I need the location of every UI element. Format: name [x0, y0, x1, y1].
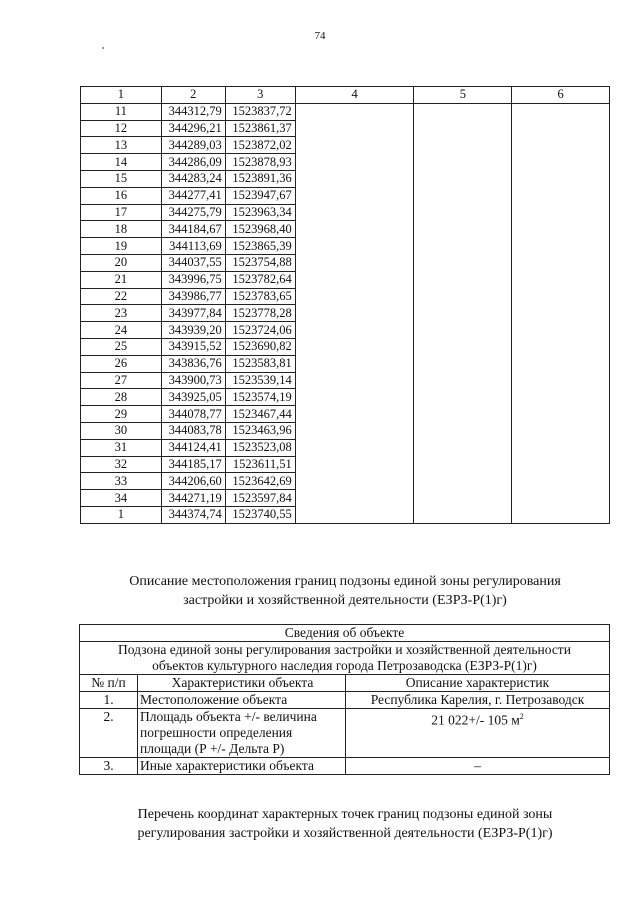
title-line: застройки и хозяйственной деятельности (ЕЗРЗ-Р(1)г) [183, 593, 507, 608]
char-line: Площадь объекта +/- величина [140, 709, 317, 724]
info-subheading [80, 642, 610, 675]
y-coordinate-cell: 1523467,44 [225, 406, 295, 423]
col-header-char: Характеристики объекта [138, 675, 346, 692]
x-coordinate-cell: 344277,41 [161, 187, 225, 204]
table-row [81, 103, 610, 120]
header-cell: 5 [414, 87, 512, 104]
title-line: Перечень координат характерных точек границ подзоны единой зоны [137, 807, 553, 822]
x-coordinate-cell: 344286,09 [161, 154, 225, 171]
y-coordinate-cell: 1523539,14 [225, 372, 295, 389]
point-number-cell: 1 [81, 506, 162, 523]
info-heading: Сведения об объекте [80, 625, 610, 642]
row-char [138, 709, 346, 758]
point-number-cell: 34 [81, 490, 162, 507]
row-char: Иные характеристики объекта [138, 758, 346, 775]
x-coordinate-cell: 343996,75 [161, 271, 225, 288]
point-number-cell: 14 [81, 154, 162, 171]
point-number-cell: 29 [81, 406, 162, 423]
x-coordinate-cell: 344078,77 [161, 406, 225, 423]
y-coordinate-cell: 1523574,19 [225, 389, 295, 406]
empty-column-cell [512, 103, 610, 523]
y-coordinate-cell: 1523968,40 [225, 221, 295, 238]
coordinates-body [81, 103, 610, 523]
char-line: площади (Р +/- Дельта Р) [140, 741, 285, 756]
point-number-cell: 20 [81, 254, 162, 271]
x-coordinate-cell: 344283,24 [161, 170, 225, 187]
y-coordinate-cell: 1523523,08 [225, 439, 295, 456]
section-title-coordinates [80, 805, 610, 843]
y-coordinate-cell: 1523861,37 [225, 120, 295, 137]
empty-column-cell [295, 103, 414, 523]
x-coordinate-cell: 344289,03 [161, 137, 225, 154]
x-coordinate-cell: 344271,19 [161, 490, 225, 507]
header-cell: 2 [161, 87, 225, 104]
col-header-num: № п/п [80, 675, 138, 692]
x-coordinate-cell: 343986,77 [161, 288, 225, 305]
row-desc: – [346, 758, 610, 775]
point-number-cell: 24 [81, 322, 162, 339]
x-coordinate-cell: 344037,55 [161, 254, 225, 271]
point-number-cell: 15 [81, 170, 162, 187]
point-number-cell: 28 [81, 389, 162, 406]
header-cell: 4 [295, 87, 414, 104]
y-coordinate-cell: 1523724,06 [225, 322, 295, 339]
point-number-cell: 33 [81, 473, 162, 490]
title-line: регулирования застройки и хозяйственной деятельности (ЕЗРЗ-Р(1)г) [137, 826, 553, 841]
x-coordinate-cell: 344312,79 [161, 103, 225, 120]
y-coordinate-cell: 1523611,51 [225, 456, 295, 473]
y-coordinate-cell: 1523583,81 [225, 355, 295, 372]
subheading-line: объектов культурного наследия города Петрозаводска (ЕЗРЗ-Р(1)г) [152, 658, 537, 673]
table-row [80, 758, 610, 775]
x-coordinate-cell: 343939,20 [161, 322, 225, 339]
header-cell: 6 [512, 87, 610, 104]
point-number-cell: 22 [81, 288, 162, 305]
y-coordinate-cell: 1523778,28 [225, 305, 295, 322]
y-coordinate-cell: 1523865,39 [225, 238, 295, 255]
row-num: 2. [80, 709, 138, 758]
object-info-table [79, 624, 610, 775]
point-number-cell: 25 [81, 338, 162, 355]
x-coordinate-cell: 343900,73 [161, 372, 225, 389]
y-coordinate-cell: 1523642,69 [225, 473, 295, 490]
x-coordinate-cell: 344184,67 [161, 221, 225, 238]
y-coordinate-cell: 1523754,88 [225, 254, 295, 271]
point-number-cell: 11 [81, 103, 162, 120]
x-coordinate-cell: 344124,41 [161, 439, 225, 456]
x-coordinate-cell: 344206,60 [161, 473, 225, 490]
x-coordinate-cell: 344374,74 [161, 506, 225, 523]
point-number-cell: 17 [81, 204, 162, 221]
point-number-cell: 31 [81, 439, 162, 456]
point-number-cell: 21 [81, 271, 162, 288]
point-number-cell: 30 [81, 422, 162, 439]
y-coordinate-cell: 1523947,67 [225, 187, 295, 204]
header-cell: 3 [225, 87, 295, 104]
y-coordinate-cell: 1523963,34 [225, 204, 295, 221]
x-coordinate-cell: 343836,76 [161, 355, 225, 372]
y-coordinate-cell: 1523891,36 [225, 170, 295, 187]
point-number-cell: 27 [81, 372, 162, 389]
section-title-description [80, 572, 610, 610]
y-coordinate-cell: 1523783,65 [225, 288, 295, 305]
y-coordinate-cell: 1523690,82 [225, 338, 295, 355]
y-coordinate-cell: 1523463,96 [225, 422, 295, 439]
point-number-cell: 13 [81, 137, 162, 154]
point-number-cell: 18 [81, 221, 162, 238]
point-number-cell: 12 [81, 120, 162, 137]
point-number-cell: 23 [81, 305, 162, 322]
subheading-line: Подзона единой зоны регулирования застройки и хозяйственной деятельности [118, 642, 571, 657]
y-coordinate-cell: 1523597,84 [225, 490, 295, 507]
scan-dot [102, 47, 104, 49]
x-coordinate-cell: 344113,69 [161, 238, 225, 255]
empty-column-cell [414, 103, 512, 523]
point-number-cell: 16 [81, 187, 162, 204]
row-num: 1. [80, 692, 138, 709]
row-desc: Республика Карелия, г. Петрозаводск [346, 692, 610, 709]
area-value: 21 022+/- 105 м [431, 712, 520, 728]
point-number-cell: 26 [81, 355, 162, 372]
area-unit-sup: 2 [519, 712, 524, 721]
table-header-row [81, 87, 610, 104]
y-coordinate-cell: 1523782,64 [225, 271, 295, 288]
y-coordinate-cell: 1523872,02 [225, 137, 295, 154]
x-coordinate-cell: 343977,84 [161, 305, 225, 322]
page-number: 74 [314, 30, 326, 42]
title-line: Описание местоположения границ подзоны единой зоны регулирования [129, 574, 561, 589]
y-coordinate-cell: 1523837,72 [225, 103, 295, 120]
row-desc [346, 709, 610, 758]
table-row [80, 692, 610, 709]
row-char: Местоположение объекта [138, 692, 346, 709]
table-row [80, 709, 610, 758]
x-coordinate-cell: 344296,21 [161, 120, 225, 137]
y-coordinate-cell: 1523878,93 [225, 154, 295, 171]
x-coordinate-cell: 343925,05 [161, 389, 225, 406]
row-num: 3. [80, 758, 138, 775]
point-number-cell: 19 [81, 238, 162, 255]
y-coordinate-cell: 1523740,55 [225, 506, 295, 523]
x-coordinate-cell: 344275,79 [161, 204, 225, 221]
x-coordinate-cell: 344083,78 [161, 422, 225, 439]
x-coordinate-cell: 344185,17 [161, 456, 225, 473]
header-cell: 1 [81, 87, 162, 104]
point-number-cell: 32 [81, 456, 162, 473]
x-coordinate-cell: 343915,52 [161, 338, 225, 355]
col-header-desc: Описание характеристик [346, 675, 610, 692]
char-line: погрешности определения [140, 725, 293, 740]
coordinates-table [80, 86, 610, 524]
